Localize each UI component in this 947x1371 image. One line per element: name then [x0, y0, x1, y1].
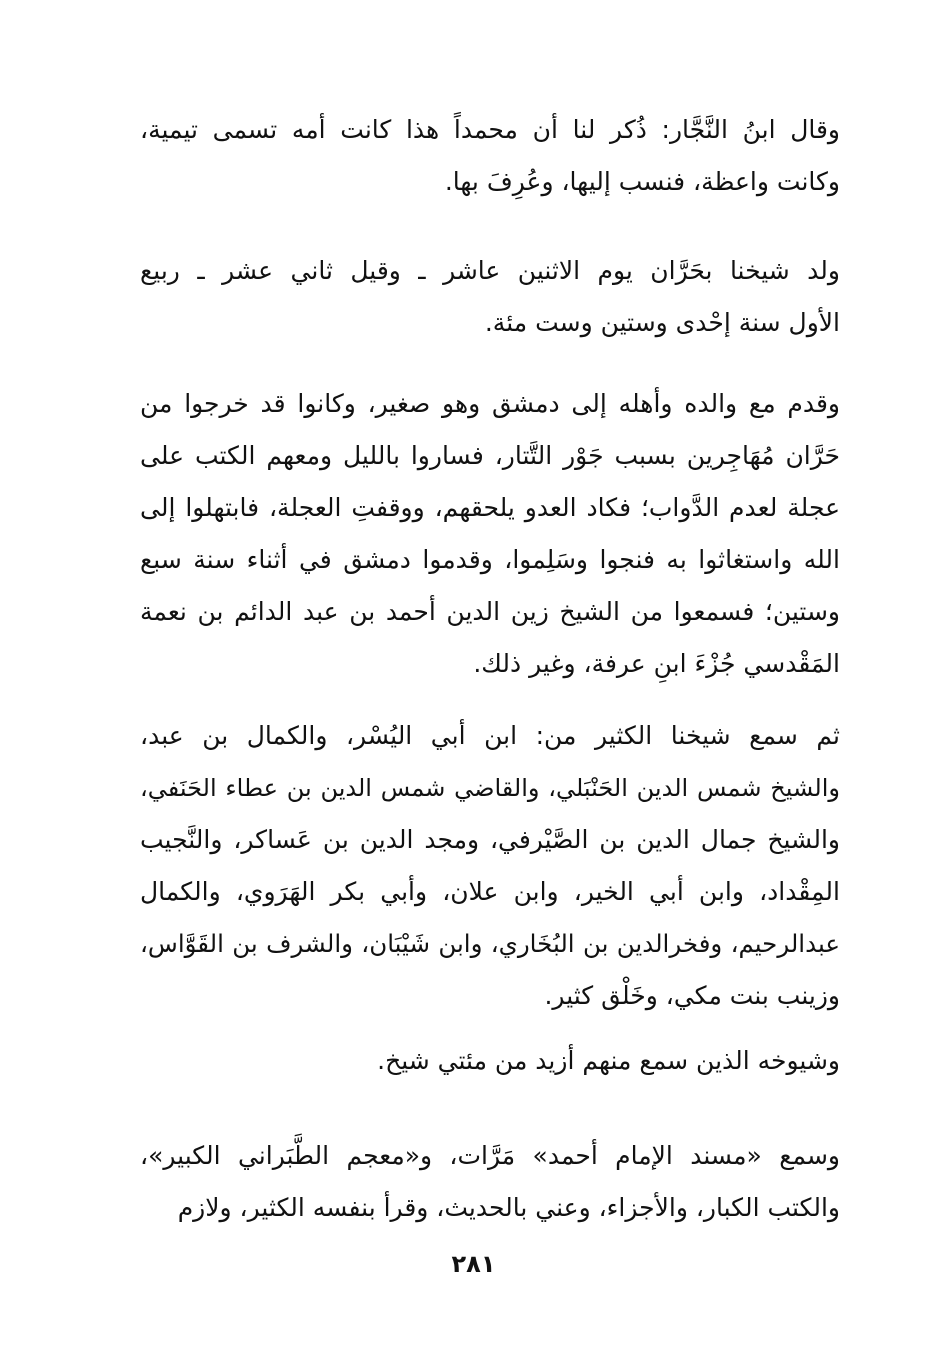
text-line: عبدالرحيم، وفخرالدين بن البُخَاري، وابن شَيْبَان، والشرف بن القَوَّاس، — [140, 929, 840, 958]
text-line: الله واستغاثوا به فنجوا وسَلِموا، وقدموا دمشق في أثناء سنة سبع — [140, 545, 840, 574]
text-line: وستين؛ فسمعوا من الشيخ زين الدين أحمد بن عبد الدائم بن نعمة — [140, 597, 840, 626]
text-line: وسمع «مسند الإمام أحمد» مَرَّات، و«معجم الطَّبَراني الكبير»، — [140, 1141, 840, 1170]
text-line: وقدم مع والده وأهله إلى دمشق وهو صغير، وكانوا قد خرجوا من — [140, 389, 840, 418]
text-line: وقال ابنُ النَّجَّار: ذُكر لنا أن محمداً هذا كانت أمه تسمى تيمية، — [140, 115, 840, 144]
paragraph-3 — [140, 378, 840, 690]
text-line: وزينب بنت مكي، وخَلْق كثير. — [544, 981, 840, 1010]
text-line: ولد شيخنا بحَرَّان يوم الاثنين عاشر ـ وقيل ثاني عشر ـ ربيع — [140, 256, 840, 285]
text-line: وكانت واعظة، فنسب إليها، وعُرِفَ بها. — [444, 167, 840, 196]
text-line: وشيوخه الذين سمع منهم أزيد من مئتي شيخ. — [377, 1046, 840, 1075]
text-line: الأول سنة إحْدى وستين وست مئة. — [484, 308, 840, 337]
paragraph-4 — [140, 710, 840, 1022]
paragraph-5 — [140, 1035, 840, 1087]
text-line: عجلة لعدم الدَّواب؛ فكاد العدو يلحقهم، ووقفتِ العجلة، فابتهلوا إلى — [140, 493, 840, 522]
text-line: والشيخ جمال الدين بن الصَّيْرفي، ومجد الدين بن عَساكر، والنَّجيب — [140, 825, 840, 854]
text-line: ثم سمع شيخنا الكثير من: ابن أبي اليُسْر، والكمال بن عبد، — [140, 721, 840, 750]
text-line: والكتب الكبار، والأجزاء، وعني بالحديث، وقرأ بنفسه الكثير، ولازم — [177, 1193, 840, 1222]
page-number: ٢٨١ — [451, 1250, 496, 1278]
text-line: حَرَّان مُهَاجِرين بسبب جَوْر التَّتار، فساروا بالليل ومعهم الكتب على — [140, 441, 840, 470]
text-line: والشيخ شمس الدين الحَنْبَلي، والقاضي شمس الدين بن عطاء الحَنَفي، — [140, 774, 840, 802]
text-line: المَقْدسي جُزْءَ ابنِ عرفة، وغير ذلك. — [473, 649, 840, 678]
text-line: المِقْداد، وابن أبي الخير، وابن علان، وأبي بكر الهَرَوي، والكمال — [140, 877, 840, 906]
paragraph-6 — [140, 1130, 840, 1234]
paragraph-1 — [140, 104, 840, 208]
paragraph-2 — [140, 245, 840, 349]
